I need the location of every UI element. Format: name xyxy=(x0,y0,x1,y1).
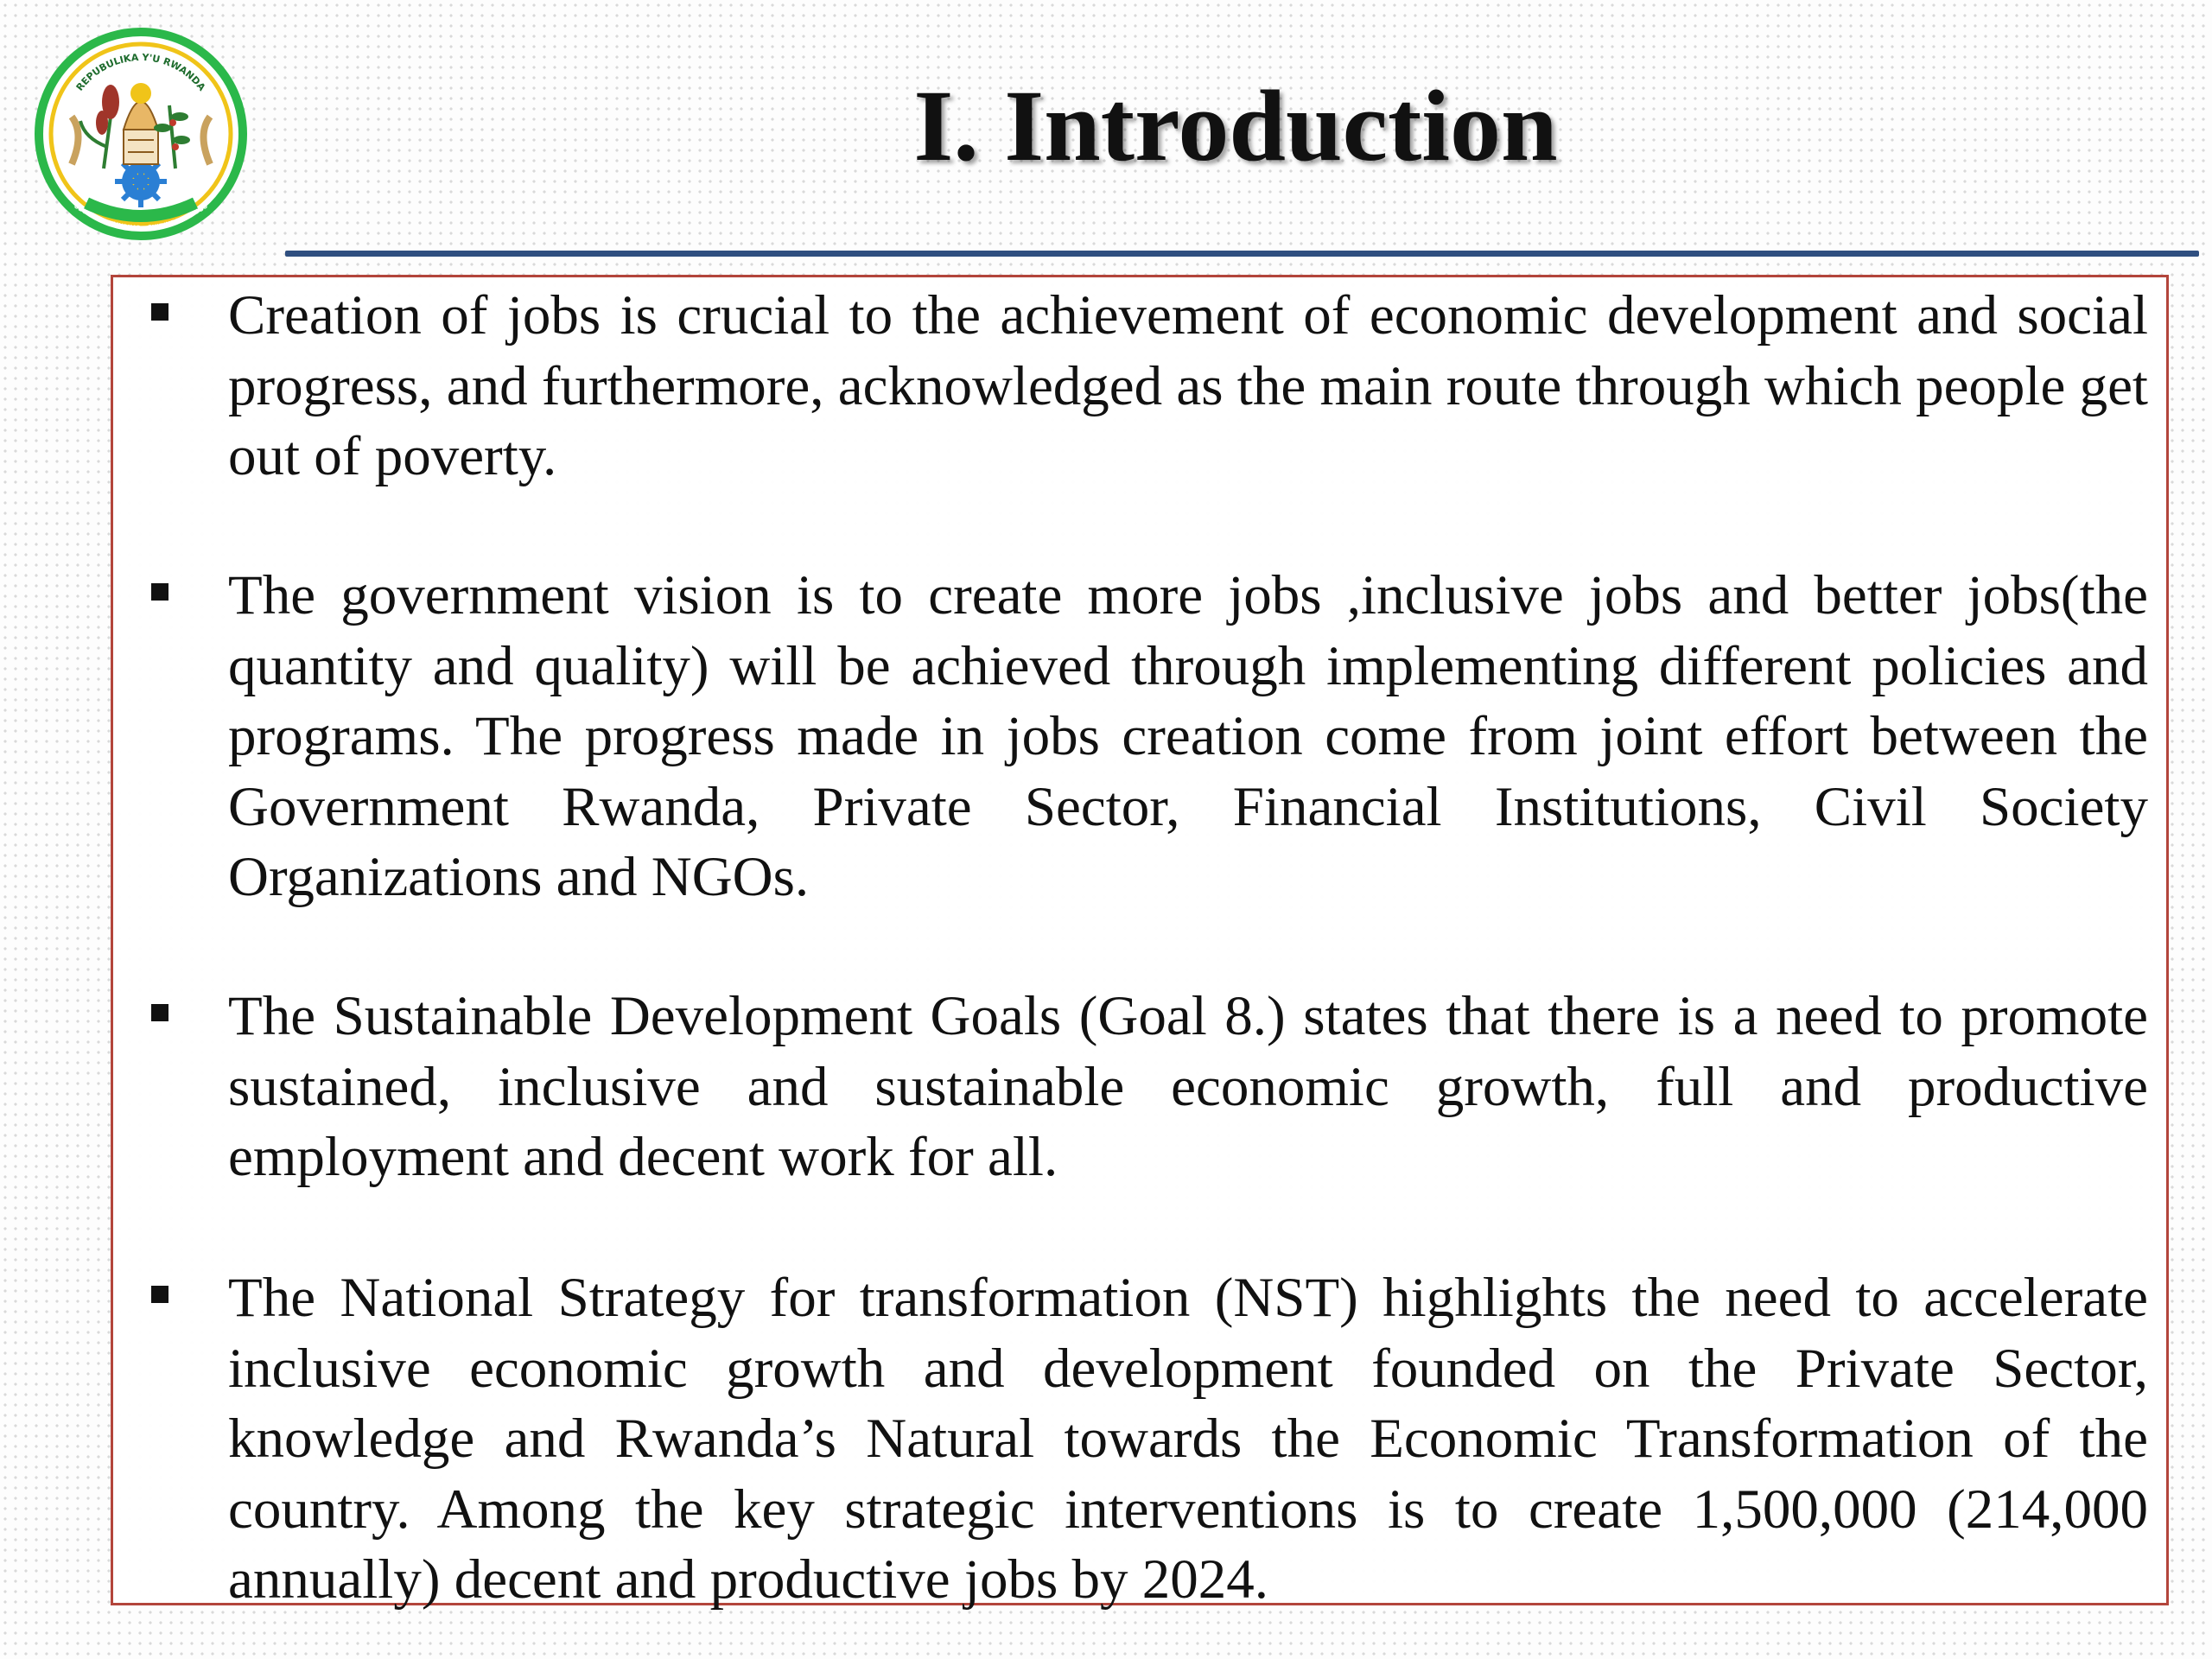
content-box xyxy=(111,275,2169,1611)
svg-text:UBUMWE - UMURIMO - GUKUNDA IGI: UBUMWE - UMURIMO - GUKUNDA IGIHUGU xyxy=(73,202,209,232)
square-bullet-icon xyxy=(151,303,168,321)
bullet-text: The government vision is to create more jobs ,inclusive jobs and better jobs(the quantity and quality) will be achieved through implementing different policies and programs. The progress made in jobs creation come from joint effort between the Government Rwanda, Private Sector, Financial Institutions, Civil Society Organizations and NGOs. xyxy=(228,564,2148,908)
svg-text:REPUBULIKA Y'U RWANDA: REPUBULIKA Y'U RWANDA xyxy=(73,51,208,93)
square-bullet-icon xyxy=(151,583,168,601)
rwanda-coat-of-arms-icon xyxy=(33,26,249,251)
bullet-text: The National Strategy for transformation (NST) highlights the need to accelerate inclusive economic growth and development founded on the Private Sector, knowledge and Rwanda’s Natural towards the Economic Transformation of the country. Among the key strategic interventions is to create 1,500,000 (214,000 annually) decent and productive jobs by 2024. xyxy=(228,1267,2148,1611)
square-bullet-icon xyxy=(151,1286,168,1303)
bullet-text: Creation of jobs is crucial to the achievement of economic development and social progress, and furthermore, acknowledged as the main route through which people get out of poverty. xyxy=(228,284,2148,487)
square-bullet-icon xyxy=(151,1004,168,1021)
bullet-text: The Sustainable Development Goals (Goal 8.) states that there is a need to promote sustained, inclusive and sustainable economic growth, full and productive employment and decent work for all. xyxy=(228,985,2148,1188)
page-title: I. Introduction xyxy=(913,69,1558,182)
title-divider xyxy=(285,251,2199,257)
